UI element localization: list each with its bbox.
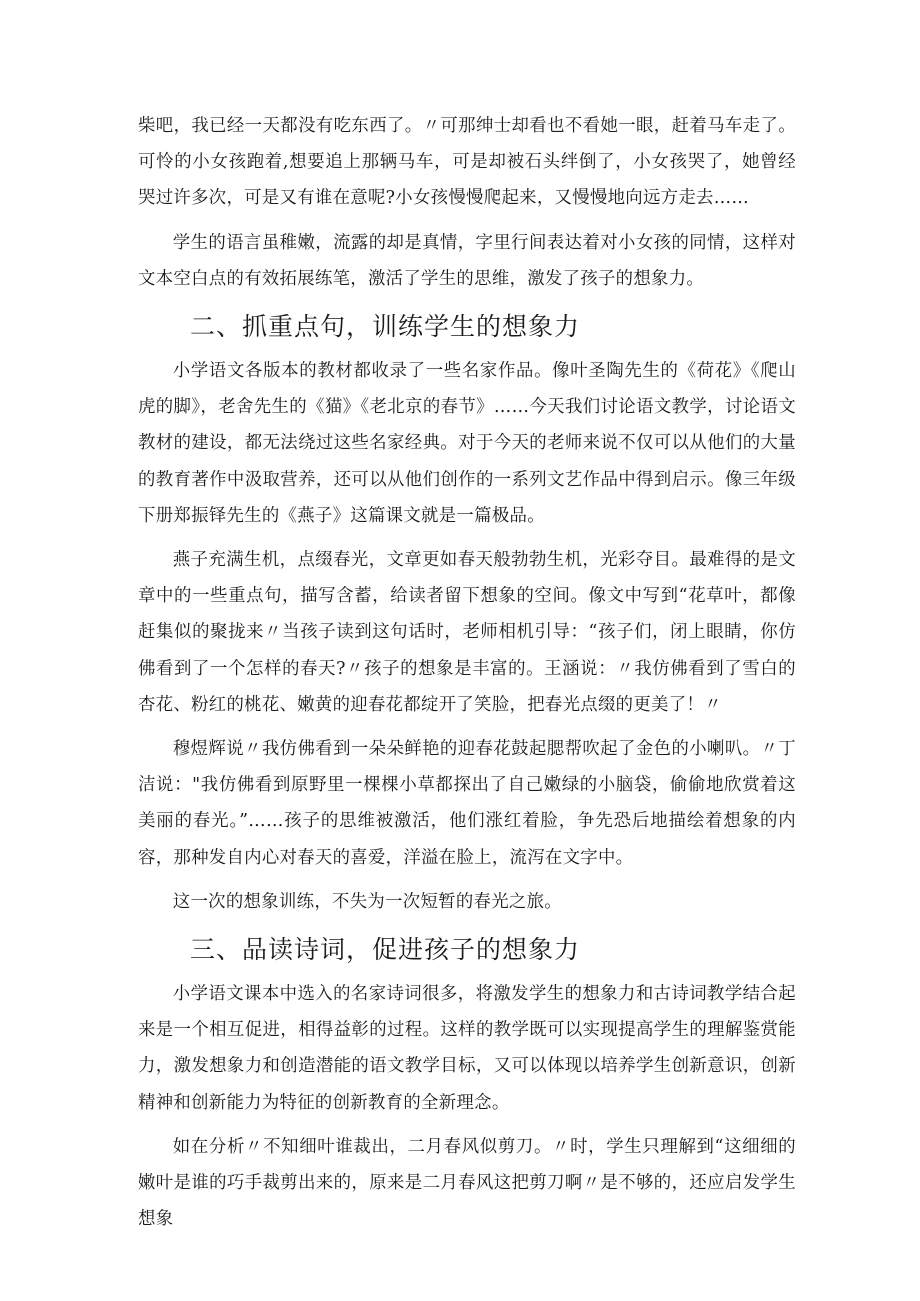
- paragraph-story-continuation: 柴吧，我已经一天都没有吃东西了。〃可那绅士却看也不看她一眼，赶着马车走了。可怜的小女孩跑着,想要追上那辆马车，可是却被石头绊倒了，小女孩哭了，她曾经哭过许多次，可是又有谁在意呢?小女孩慢慢爬起来，又慢慢地向远方走去……: [138, 116, 796, 209]
- paragraph-spring-journey: 这一次的想象训练，不失为一次短暂的春光之旅。: [172, 891, 562, 912]
- document-page: [138, 108, 796, 1237]
- paragraph-poem-analysis: 如在分析〃不知细叶谁裁出，二月春风似剪刀。〃时，学生只理解到“这细细的嫩叶是谁的巧手裁剪出来的，原来是二月春风这把剪刀啊〃是不够的，还应启发学生想象: [138, 1136, 796, 1230]
- paragraph-student-language: 学生的语言虽稚嫩，流露的却是真情，字里行间表达着对小女孩的同情，这样对文本空白点的有效拓展练笔，激活了学生的思维，激发了孩子的想象力。: [138, 232, 796, 289]
- paragraph-famous-works: 小学语文各版本的教材都收录了一些名家作品。像叶圣陶先生的《荷花》《爬山虎的脚》，老舍先生的《猫》《老北京的春节》……今天我们讨论语文教学，讨论语文教材的建设，都无法绕过这些名家经典。对于今天的老师来说不仅可以从他们的大量的教育著作中汲取营养，还可以从他们创作的一系列文艺作品中得到启示。像三年级下册郑振铎先生的《燕子》这篇课文就是一篇极品。: [138, 361, 796, 526]
- paragraph-swallow-lesson: 燕子充满生机，点缀春光，文章更如春天般勃勃生机，光彩夺目。最难得的是文章中的一些重点句，描写含蓄，给读者留下想象的空间。像文中写到“花草叶，都像赶集似的聚拢来〃当孩子读到这句话时，老师相机引导：“孩子们，闭上眼睛，你仿佛看到了一个怎样的春天?〃孩子的想象是丰富的。王涵说：〃我仿佛看到了雪白的杏花、粉红的桃花、嫩黄的迎春花都绽开了笑脸，把春光点缀的更美了！〃: [138, 550, 796, 715]
- paragraph-student-imagination: 穆煜辉说〃我仿佛看到一朵朵鲜艳的迎春花鼓起腮帮吹起了金色的小喇叭。〃丁洁说："我仿佛看到原野里一棵棵小草都探出了自己嫩绿的小脑袋，偷偷地欣赏着这美丽的春光。”……孩子的思维被激活，他们涨红着脸，争先恐后地描绘着想象的内容，那种发自内心对春天的喜爱，洋溢在脸上，流泻在文字中。: [138, 739, 796, 868]
- paragraph-poetry-teaching: 小学语文课本中选入的名家诗词很多，将激发学生的想象力和古诗词教学结合起来是一个相互促进，相得益彰的过程。这样的教学既可以实现提高学生的理解鉴赏能力，激发想象力和创造潜能的语文教学目标，又可以体现以培养学生创新意识，创新精神和创新能力为特征的创新教育的全新理念。: [138, 984, 796, 1113]
- section-heading-3: 三、品读诗词，促进孩子的想象力: [190, 935, 581, 965]
- section-heading-2: 二、抓重点句，训练学生的想象力: [190, 312, 581, 342]
